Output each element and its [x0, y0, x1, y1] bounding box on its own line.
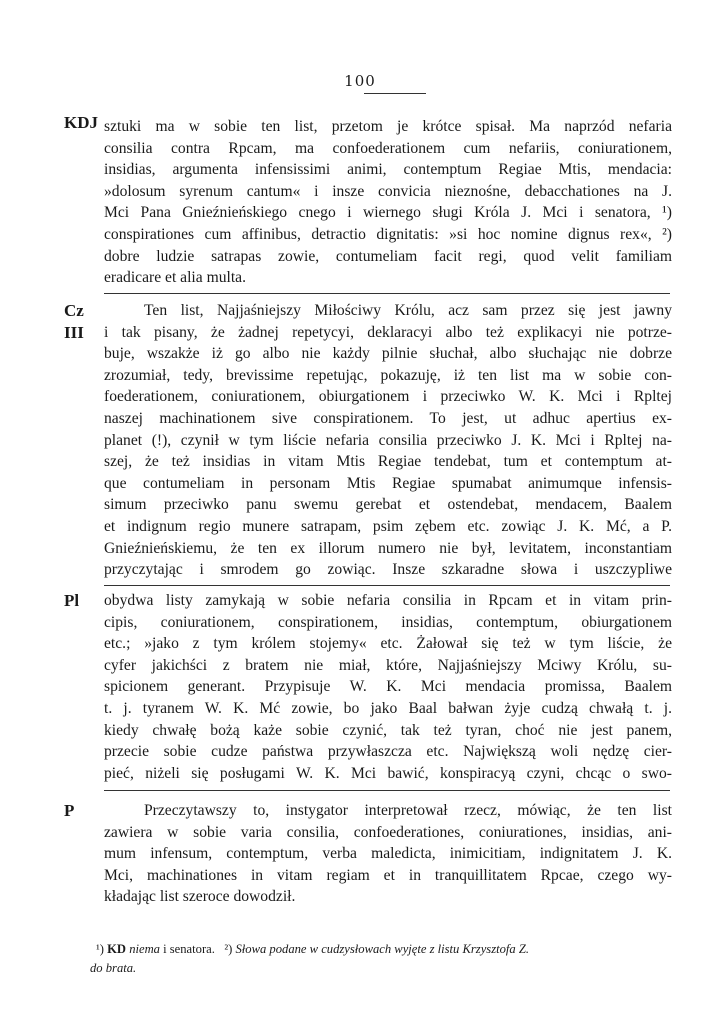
text-line: foederationem, coniurationem, obiurgationem i przeciwko W. K. Mci i Rpltej — [104, 388, 672, 406]
footnote-text: Słowa podane w cudzysłowach wyjęte z listu Krzysztofa Z. — [235, 942, 529, 956]
text-line: conspirationes cum affinibus, detractio dignitatis: »si hoc nomine dignus rex«, ²) — [104, 225, 672, 243]
section-text — [104, 116, 672, 289]
section-pl — [62, 590, 678, 790]
footnote-italic: niema — [129, 942, 160, 956]
text-line: kiedy chwałę bożą każe sobie czynić, tak też tyran, choć nie jest panem, — [104, 721, 672, 739]
text-line: zrozumiał, tedy, brevissime repetując, pokazuję, iż ten list ma w sobie con- — [104, 366, 672, 384]
text-line: insidias, argumenta infensissimi animi, contemptum Regiae Mtis, mendacia: — [104, 161, 672, 179]
section-cz-iii — [62, 300, 678, 585]
text-line: pieć, niżeli się posługami W. K. Mci bawić, konspiracyą czyni, chcąc o swo- — [104, 764, 672, 782]
section-text — [104, 300, 672, 581]
text-line: cipis, coniurationem, conspirationem, insidias, contemptum, obiurgationem — [104, 613, 672, 631]
section-divider — [104, 293, 670, 294]
section-text — [104, 800, 672, 908]
text-line: Ten list, Najjaśniejszy Miłościwy Królu, acz sam przez się jest jawny — [144, 302, 672, 319]
text-line: mum infensum, contemptum, verba maledicta, inimicitiam, indignitatem J. K. — [104, 845, 672, 863]
footnote-line — [96, 940, 668, 959]
text-line: przyczytając i smrodem go zowiąc. Insze szkaradne słowa i uszczypliwe — [104, 561, 672, 579]
text-line: simum przeciwko panu swemu gerebat et ostendebat, mendacem, Baalem — [104, 496, 672, 514]
siglum: Cz III — [64, 301, 84, 342]
text-line: spicionem generant. Przypisuje W. K. Mci mendacia promissa, Baalem — [104, 678, 672, 696]
footnote-siglum: KD — [107, 942, 127, 956]
section-divider — [104, 585, 670, 586]
text-line: etc.; »jako z tym królem stojemy« etc. Żałował się też w tym liście, że — [104, 635, 672, 653]
text-line: Gnieźnieńskiemu, że ten ex illorum numero nie był, levitatem, inconstantiam — [104, 539, 672, 557]
page-number-underline — [364, 93, 426, 94]
text-line: planet (!), czynił w tym liście nefaria consilia przeciwko J. K. Mci i Rpltej na- — [104, 431, 672, 449]
text-line: dobre ludzie satrapas zowie, contumeliam facit regi, quod velit familiam — [104, 247, 672, 265]
text-line: consilia contra Rpcam, ma confoederationem cum nefariis, coniurationem, — [104, 139, 672, 157]
footnote-marker: ²) — [224, 942, 233, 956]
text-line: Mci, machinationes in vitam regiam et in tranquillitatem Rpcae, czego wy- — [104, 866, 672, 884]
section-kdj — [62, 113, 678, 287]
text-line: przecie sobie cudze państwa przywłaszcza etc. Największą woli nędzę cier- — [104, 743, 672, 761]
footnote-text: i senatora. — [163, 942, 215, 956]
section-p — [62, 800, 678, 915]
text-line: kładając list szeroce dowodził. — [104, 888, 296, 906]
text-line: sztuki ma w sobie ten list, przetom je krótce spisał. Ma naprzód nefaria — [104, 118, 672, 135]
text-line: buje, wszakże iż go albo nie każdy pilnie słuchał, albo słuchając nie dobrze — [104, 345, 672, 363]
text-line: »dolosum syrenum cantum« i insze convicia nieznośne, debacchationes na J. — [104, 182, 672, 200]
text-line: naszej machinationem sive conspirationem. To jest, ut adhuc apertius ex- — [104, 409, 672, 427]
section-text — [104, 590, 672, 784]
siglum: P — [64, 801, 75, 820]
footnote-continuation: do brata. — [90, 961, 137, 975]
siglum: KDJ — [64, 113, 98, 132]
section-divider — [104, 790, 670, 791]
siglum: Pl — [64, 591, 80, 610]
text-line: et indignum regio munere satrapam, psim zębem etc. zowiąc J. K. Mć, a P. — [104, 517, 672, 535]
text-line: obydwa listy zamykają w sobie nefaria consilia in Rpcam et in vitam prin- — [104, 592, 672, 609]
text-line: Mci Pana Gnieźnieńskiego cnego i wiernego sługi Króla J. Mci i senatora, ¹) — [104, 204, 672, 222]
text-line: t. j. tyranem W. K. Mć zowie, bo jako Baal bałwan żyje cudzą chwałą t. j. — [104, 699, 672, 717]
text-line: eradicare et alia multa. — [104, 269, 246, 287]
text-line: cyfer jakichści z bratem nie miał, które, Najjaśniejszy Mciwy Królu, su- — [104, 656, 672, 674]
text-line: zawiera w sobie varia consilia, confoederationes, coniurationes, insidias, ani- — [104, 823, 672, 841]
text-line: i tak pisany, że żadnej repetycyi, deklaracyi albo też explikacyi nie potrze- — [104, 323, 672, 341]
footnote-marker: ¹) — [96, 942, 104, 956]
footnotes — [90, 940, 668, 978]
text-line: Przeczytawszy to, instygator interpretował rzecz, mówiąc, że ten list — [144, 802, 672, 819]
text-line: que contumeliam in personam Mtis Regiae spumabat animumque infensis- — [104, 474, 672, 492]
text-line: szej, że też insidias in vitam Mtis Regiae tendebat, tum et contemptum at- — [104, 453, 672, 471]
page-number: 100 — [344, 72, 376, 90]
